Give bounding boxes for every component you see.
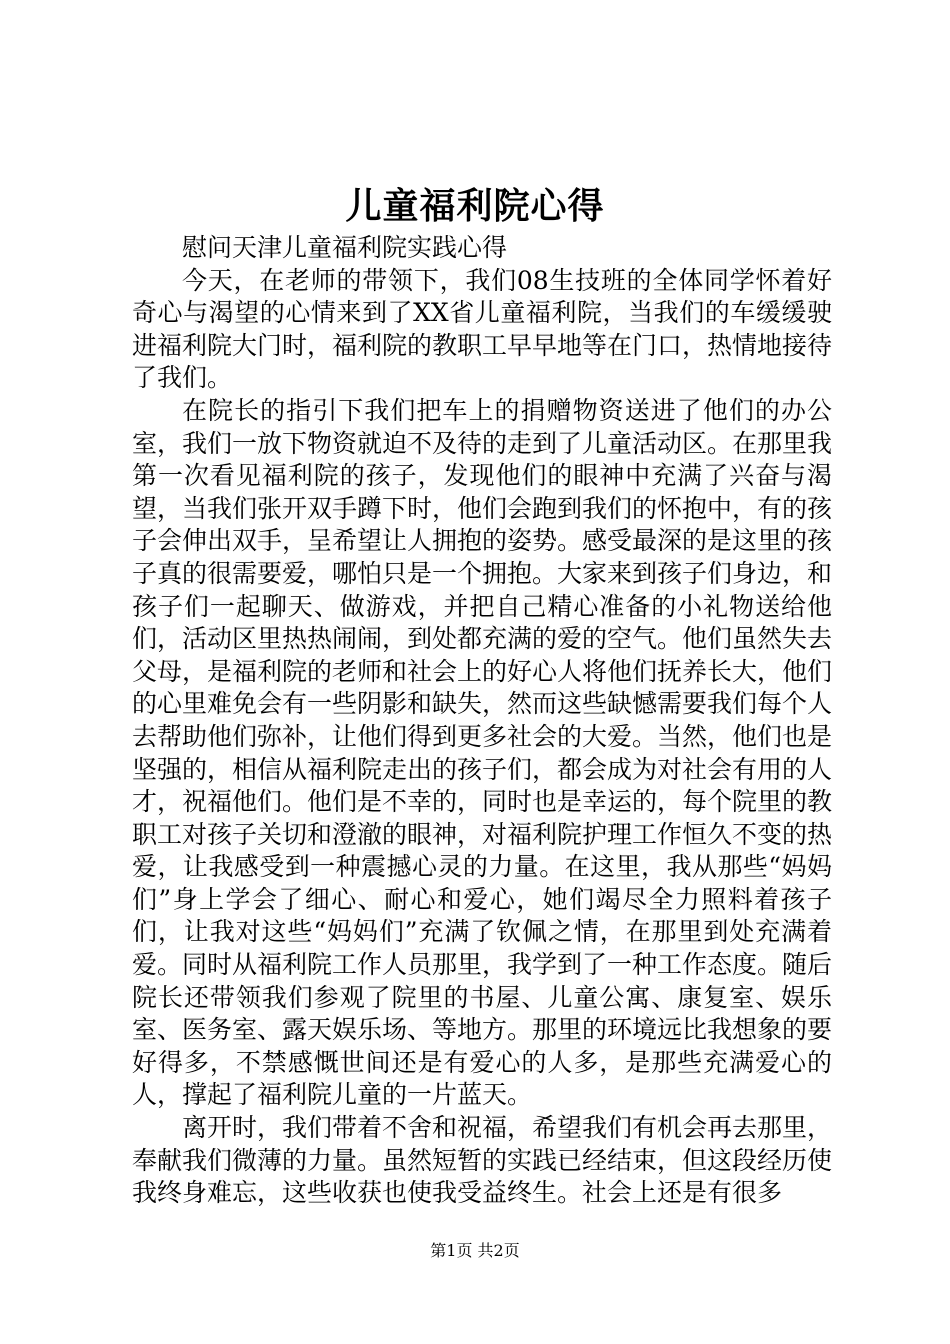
subtitle-paragraph: 慰问天津儿童福利院实践心得 bbox=[182, 233, 508, 262]
page-number-footer: 第1页 共2页 bbox=[430, 1241, 520, 1260]
body-paragraph-3: 离开时，我们带着不舍和祝福，希望我们有机会再去那里，奉献我们微薄的力量。虽然短暂的实践已经结束，但这段经历使我终身难忘，这些收获也使我受益终生。社会上还是有很多 bbox=[132, 1113, 833, 1208]
body-paragraph-1: 今天，在老师的带领下，我们08生技班的全体同学怀着好奇心与渴望的心情来到了XX省儿童福利院，当我们的车缓缓驶进福利院大门时，福利院的教职工早早地等在门口，热情地接待了我们。 bbox=[132, 265, 833, 393]
document-title: 儿童福利院心得 bbox=[345, 185, 605, 227]
document-body bbox=[132, 232, 832, 1210]
body-paragraph-2: 在院长的指引下我们把车上的捐赠物资送进了他们的办公室，我们一放下物资就迫不及待的走到了儿童活动区。在那里我第一次看见福利院的孩子，发现他们的眼神中充满了兴奋与渴望，当我们张开双手蹲下时，他们会跑到我们的怀抱中，有的孩子会伸出双手，呈希望让人拥抱的姿势。感受最深的是这里的孩子真的很需要爱，哪怕只是一个拥抱。大家来到孩子们身边，和孩子们一起聊天、做游戏，并把自己精心准备的小礼物送给他们，活动区里热热闹闹，到处都充满的爱的空气。他们虽然失去父母，是福利院的老师和社会上的好心人将他们抚养长大，他们的心里难免会有一些阴影和缺失，然而这些缺憾需要我们每个人去帮助他们弥补，让他们得到更多社会的大爱。当然，他们也是坚强的，相信从福利院走出的孩子们，都会成为对社会有用的人才，祝福他们。他们是不幸的，同时也是幸运的，每个院里的教职工对孩子关切和澄澈的眼神，对福利院护理工作恒久不变的热爱，让我感受到一种震撼心灵的力量。在这里，我从那些“妈妈们”身上学会了细心、耐心和爱心，她们竭尽全力照料着孩子们，让我对这些“妈妈们”充满了钦佩之情，在那里到处充满着爱。同时从福利院工作人员那里，我学到了一种工作态度。随后院长还带领我们参观了院里的书屋、儿童公寓、康复室、娱乐室、医务室、露天娱乐场、等地方。那里的环境远比我想象的要好得多，不禁感慨世间还是有爱心的人多，是那些充满爱心的人，撑起了福利院儿童的一片蓝天。 bbox=[132, 395, 833, 1110]
